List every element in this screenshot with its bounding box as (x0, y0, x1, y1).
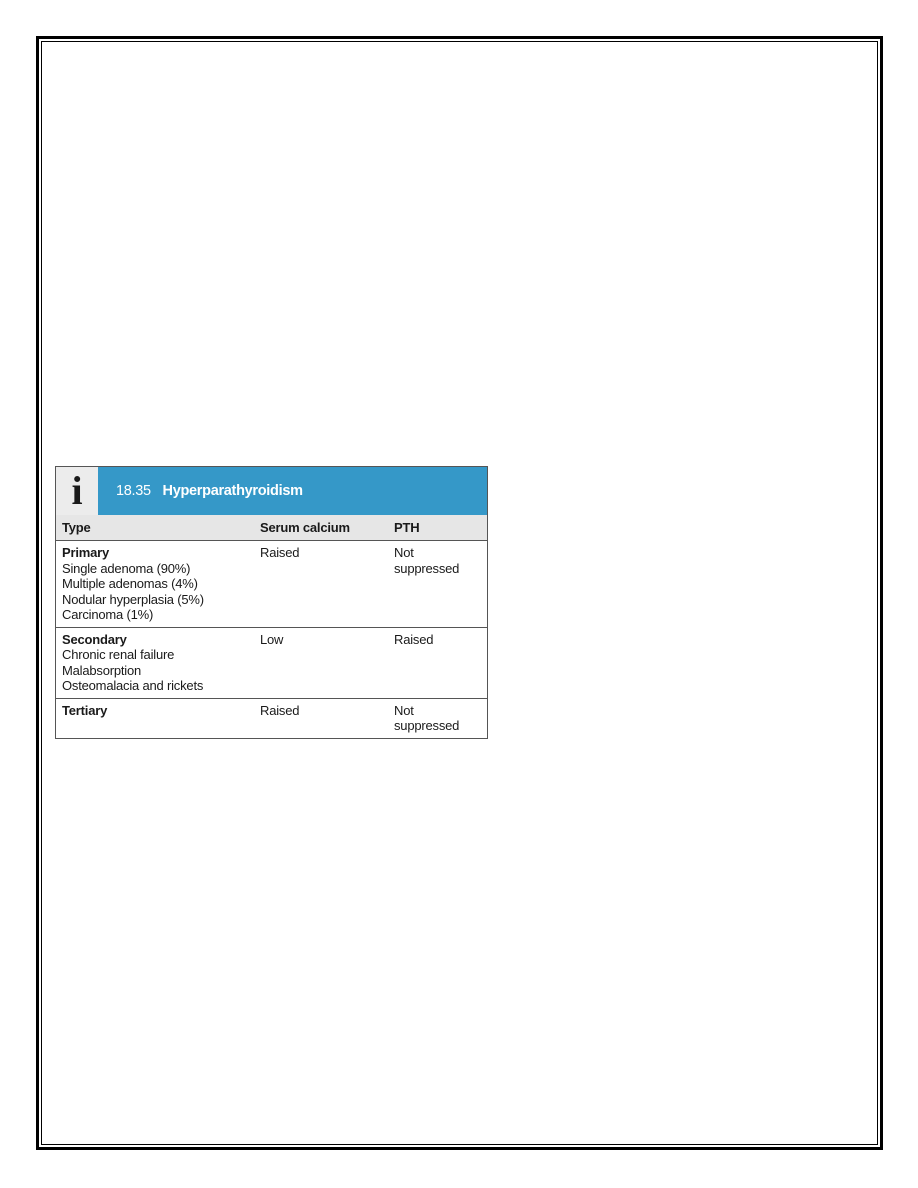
box-title: Hyperparathyroidism (162, 483, 303, 499)
pth-cell: Not suppressed (388, 541, 487, 628)
pth-cell: Not suppressed (394, 702, 460, 733)
list-item: Malabsorption (62, 662, 142, 678)
type-cell (56, 698, 254, 738)
info-icon: i (71, 468, 83, 513)
list-item: Single adenoma (90%) (62, 560, 191, 576)
info-box-header (56, 467, 487, 515)
serum-calcium-cell: Low (254, 627, 388, 698)
column-header-type: Type (56, 515, 254, 541)
pth-cell: Raised (388, 627, 487, 698)
info-tab (56, 467, 98, 515)
list-item: Chronic renal failure (62, 647, 175, 662)
list-item: Osteomalacia and rickets (62, 678, 204, 693)
hyperparathyroidism-table (56, 515, 487, 738)
list-item: Carcinoma (1%) (62, 607, 154, 622)
column-header-serum-calcium: Serum calcium (254, 515, 388, 541)
info-box-title (116, 483, 303, 499)
table-row-primary (56, 541, 487, 628)
list-item: Nodular hyperplasia (5%) (62, 591, 204, 607)
type-cell (56, 627, 254, 698)
list-item: Multiple adenomas (4%) (62, 576, 198, 591)
table-row-tertiary (56, 698, 487, 738)
serum-calcium-cell: Raised (260, 702, 300, 718)
table-row-secondary (56, 627, 487, 698)
table-header-row (56, 515, 487, 541)
category-label: Secondary (62, 631, 127, 647)
type-cell (56, 541, 254, 628)
category-label: Primary (62, 545, 110, 560)
info-box (55, 466, 488, 739)
serum-calcium-cell: Raised (254, 541, 388, 628)
column-header-pth: PTH (388, 515, 487, 541)
category-label: Tertiary (62, 702, 108, 718)
box-number: 18.35 (116, 483, 151, 499)
